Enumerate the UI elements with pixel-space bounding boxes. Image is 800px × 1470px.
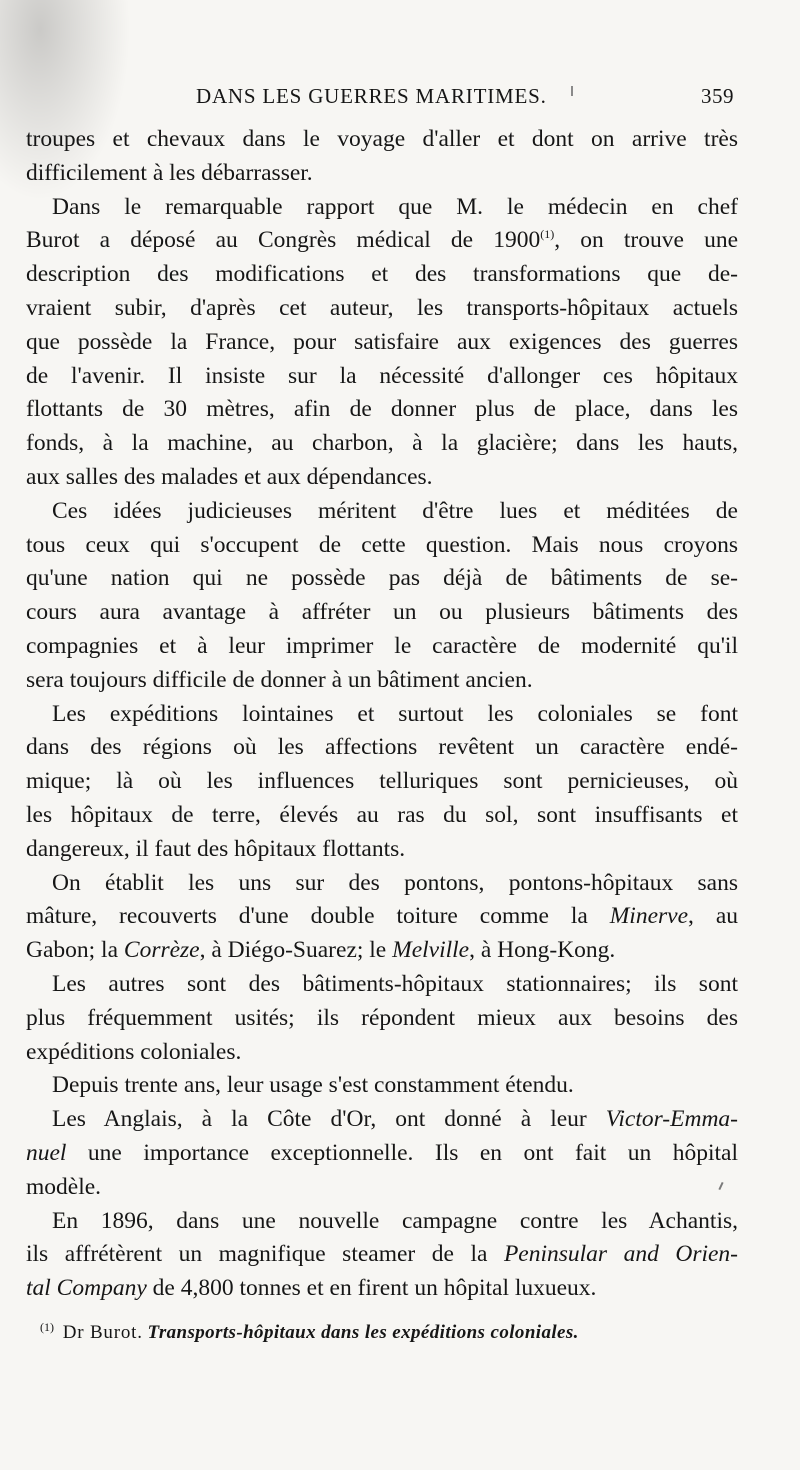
text-line: compagnies et à leur imprimer le caractère de modernité qu'il <box>26 632 738 659</box>
text-line: que possède la France, pour satisfaire aux exigences des guerres <box>26 328 738 355</box>
text-line: expéditions coloniales. <box>26 1038 242 1065</box>
footnote-title: Transports-hôpitaux dans les expéditions coloniales. <box>147 1322 579 1343</box>
text-line: Dans le remarquable rapport que M. le médecin en chef <box>52 193 738 220</box>
ship-name-minerve: Minerve <box>609 903 689 930</box>
ship-name-victor-emmanuel-continued: nuel <box>26 1139 67 1166</box>
text-line: flottants de 30 mètres, afin de donner plus de place, dans les <box>26 396 738 423</box>
text-line: de l'avenir. Il insiste sur la nécessité d'allonger ces hôpitaux <box>26 362 738 389</box>
text-span: Burot a déposé au Congrès médical de 1900 <box>26 227 541 254</box>
text-span: Gabon; la <box>26 937 119 964</box>
text-line: sera toujours difficile de donner à un bâtiment ancien. <box>26 666 533 693</box>
text-line: fonds, à la machine, au charbon, à la glacière; dans les hauts, <box>26 430 738 457</box>
text-line: dangereux, il faut des hôpitaux flottants. <box>26 835 406 862</box>
footnote <box>40 1320 579 1344</box>
text-line: difficilement à les débarrasser. <box>26 159 313 186</box>
text-line: vraient subir, d'après cet auteur, les transports-hôpitaux actuels <box>26 294 738 321</box>
text-line: mâture, recouverts d'une double toiture comme la Minerve, au <box>26 903 738 930</box>
text-line: plus fréquemment usités; ils répondent mieux aux besoins des <box>26 1004 738 1031</box>
text-line: Ces idées judicieuses méritent d'être lues et méditées de <box>52 497 738 524</box>
company-name-peninsular-continued: tal Company <box>26 1275 147 1302</box>
text-line: mique; là où les influences telluriques sont pernicieuses, où <box>26 768 738 795</box>
text-line: aux salles des malades et aux dépendances. <box>26 463 433 490</box>
text-line: Les autres sont des bâtiments-hôpitaux stationnaires; ils sont <box>52 970 738 997</box>
text-span: , à Diégo-Suarez; le <box>199 937 393 964</box>
text-line: qu'une nation qui ne possède pas déjà de bâtiments de se- <box>26 565 738 592</box>
text-line: En 1896, dans une nouvelle campagne contre les Achantis, <box>52 1207 738 1234</box>
text-span: mâture, recouverts d'une double toiture comme la <box>26 903 588 930</box>
ship-name-correze: Corrèze <box>123 937 200 964</box>
print-speck <box>571 86 573 96</box>
text-line: tous ceux qui s'occupent de cette question. Mais nous croyons <box>26 531 738 558</box>
text-span: une importance exceptionnelle. Ils en ont fait un hôpital <box>66 1139 738 1166</box>
text-line <box>26 1238 738 1272</box>
footnote-reference[interactable]: (1) <box>540 227 555 242</box>
text-line: description des modifications et des transformations que de- <box>26 261 738 288</box>
text-span: ils affrétèrent un magnifique steamer de la <box>26 1241 488 1268</box>
text-line <box>26 1103 738 1137</box>
text-span: , à Hong-Kong. <box>469 937 616 964</box>
text-line: troupes et chevaux dans le voyage d'aller et dont on arrive très <box>26 126 738 152</box>
text-line: On établit les uns sur des pontons, pontons-hôpitaux sans <box>52 869 738 896</box>
text-span: Les Anglais, à la Côte d'Or, ont donné à leur <box>52 1106 587 1133</box>
body-text <box>26 123 738 1306</box>
text-line: cours aura avantage à affréter un ou plusieurs bâtiments des <box>26 599 738 626</box>
ship-name-melville: Melville <box>392 937 470 964</box>
running-title: DANS LES GUERRES MARITIMES. <box>196 84 547 108</box>
text-line: dans des régions où les affections revêtent un caractère endé- <box>26 734 738 761</box>
text-line: modèle. <box>26 1173 102 1200</box>
text-line: Depuis trente ans, leur usage s'est constamment étendu. <box>52 1072 574 1099</box>
text-span: de 4,800 tonnes et en firent un hôpital luxueux. <box>146 1275 597 1302</box>
text-line <box>26 934 738 968</box>
footnote-author: Dr Burot. <box>62 1322 143 1343</box>
page-number: 359 <box>701 84 734 108</box>
text-line: les hôpitaux de terre, élevés au ras du sol, sont insuffisants et <box>26 801 738 828</box>
text-line <box>26 224 738 258</box>
footnote-mark: (1) <box>40 1320 54 1334</box>
ship-name-victor-emmanuel: Victor-Emma- <box>605 1106 739 1133</box>
text-line <box>26 1137 738 1171</box>
company-name-peninsular: Peninsular and Orien- <box>503 1241 738 1268</box>
text-line <box>26 1272 738 1306</box>
text-span: , on trouve une <box>554 227 739 254</box>
text-line: Les expéditions lointaines et surtout les coloniales se font <box>52 700 738 727</box>
text-span: au <box>693 903 738 930</box>
page-header <box>0 84 800 114</box>
